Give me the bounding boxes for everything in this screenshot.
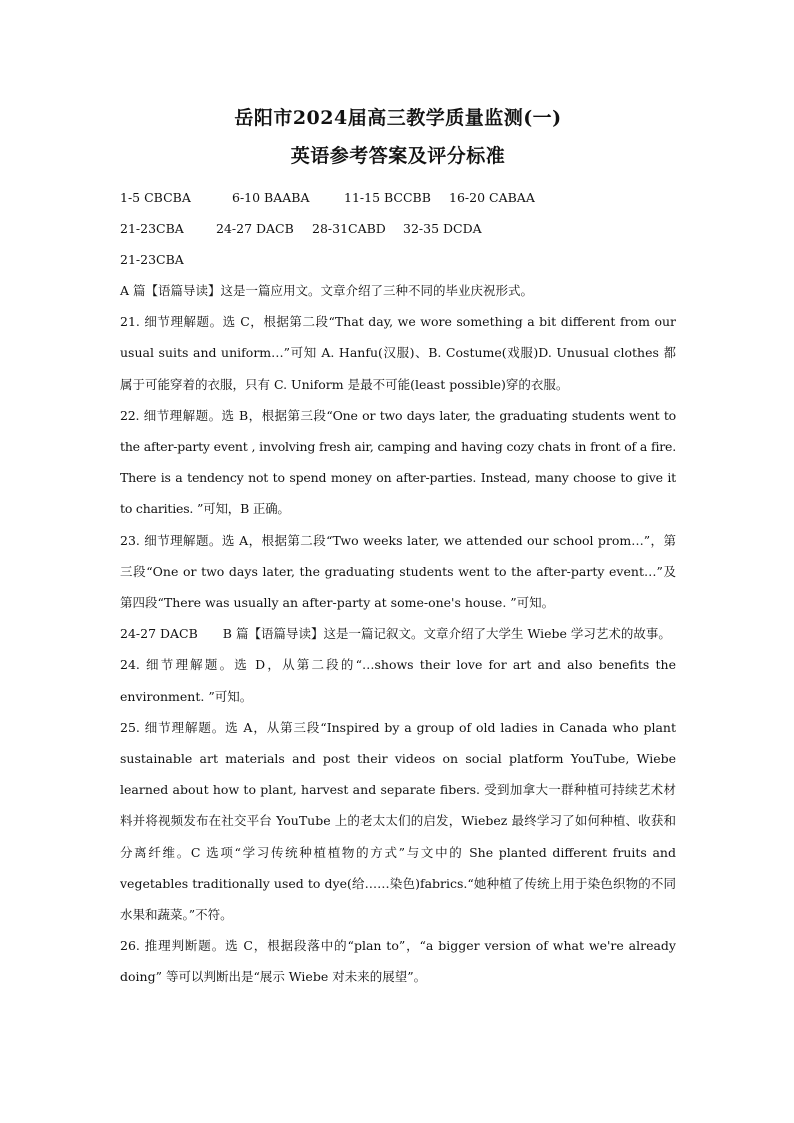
answer-group: 1-5 CBCBA [120,190,191,205]
document-page [120,104,676,993]
answer-key-row-2 [120,213,676,244]
section-a-intro: A 篇【语篇导读】这是一篇应用文。文章介绍了三种不同的毕业庆祝形式。 [120,283,534,298]
answer-key-row-3 [120,244,676,275]
answer-group: 24-27 DACB [216,221,294,236]
answer-group: 11-15 BCCBB [344,190,431,205]
answer-explanation-22: 22. 细节理解题。选 B，根据第三段“One or two days later, the graduating students went to the after-party event , involving fresh air, camping and having cozy chats in front of a fire. There is a tendency not to spend money on after-parties. Instead, many choose to give it to charities. ”可知，B 正确。 [120,407,676,517]
answer-explanation-24: 24. 细节理解题。选 D，从第二段的“…shows their love for art and also benefits the environment. ”可知。 [120,657,676,704]
answer-explanation-23: 23. 细节理解题。选 A，根据第二段“Two weeks later, we attended our school prom…”，第三段“One or two days later, the graduating students went to the after-party event…”及第四段“There was usually an after-party at some-one's house. ”可知。 [120,532,676,611]
document-title: 岳阳市2024届高三教学质量监测(一) [234,107,562,129]
section-b-intro: 24-27 DACB B 篇【语篇导读】这是一篇记叙文。文章介绍了大学生 Wiebe 学习艺术的故事。 [120,626,671,642]
answer-group: 21-23CBA [120,221,184,236]
answer-explanation-26: 26. 推理判断题。选 C，根据段落中的“plan to”，“a bigger version of what we're already doing” 等可以判断出是“展示 Wiebe 对未来的展望”。 [120,938,676,985]
answer-key-row-1 [120,182,676,213]
answer-group: 16-20 CABAA [449,190,535,205]
answer-explanation-25: 25. 细节理解题。选 A，从第三段“Inspired by a group of old ladies in Canada who plant sustainable art materials and post their videos on social platform YouTube, Wiebe learned about how to plant, harvest and separate fibers. 受到加拿大一群种植可持续艺术材料并将视频发布在社交平台 YouTube 上的老太太们的启发，Wiebez 最终学习了如何种植、收获和分离纤维。C 选项“学习传统种植植物的方式”与文中的 She planted different fruits and vegetables traditionally used to dye(给……染色)fabrics.“她种植了传统上用于染色织物的不同水果和蔬菜。”不符。 [120,719,676,923]
answer-explanation-21: 21. 细节理解题。选 C，根据第二段“That day, we wore something a bit different from our usual suits and uniform…”可知 A. Hanfu(汉服)、B. Costume(戏服)D. Unusual clothes 都属于可能穿着的衣服，只有 C. Uniform 是最不可能(least possible)穿的衣服。 [120,314,676,392]
answer-group: 6-10 BAABA [232,190,310,205]
answer-group: 32-35 DCDA [403,221,482,236]
answer-group: 28-31CABD [312,221,386,236]
answer-group: 21-23CBA [120,252,184,267]
document-subtitle: 英语参考答案及评分标准 [290,145,506,167]
